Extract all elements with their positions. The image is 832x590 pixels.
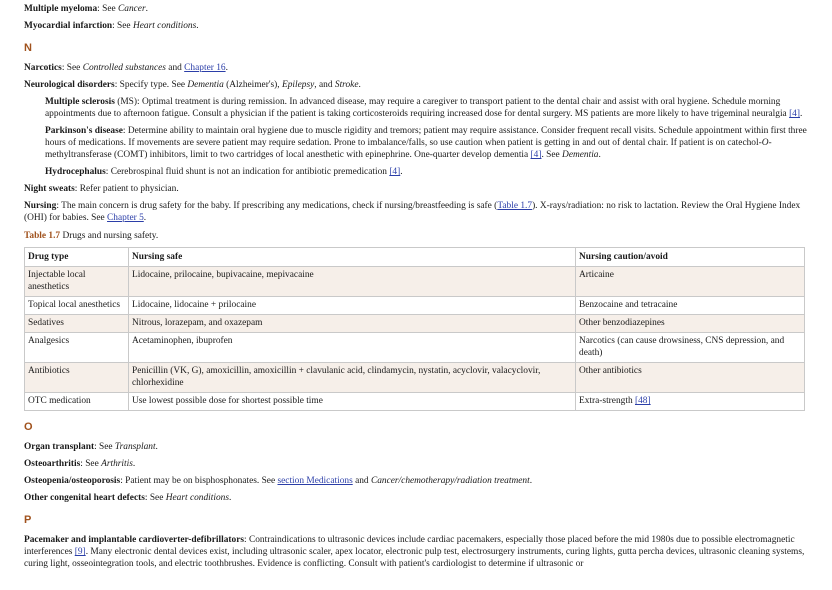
table-cell: Narcotics (can cause drowsiness, CNS depression, and death) xyxy=(576,333,805,363)
column-header: Nursing safe xyxy=(129,248,576,267)
chapter-5-link[interactable]: Chapter 5 xyxy=(107,213,144,223)
table-caption: Table 1.7 Drugs and nursing safety. xyxy=(24,231,159,241)
table-row xyxy=(25,297,805,315)
entry-pacemaker: Pacemaker and implantable cardioverter-defibrillators: Contraindications to ultrasonic devices include cardiac pacemakers, especially those placed before the mid 1980s due to possible electromagnetic interferences [9]. Many electronic dental devices exist, including ultrasonic scaler, apex locator, electronic pulp test, electrosurgery instruments, curing lights, gutta percha devices, ultrasonic cleaning systems, curing light, osseointegration tools, and electric toothbrushes. Evidence is conflicting. Consult with patient's cardiologist to determine if ultrasonic or xyxy=(24,535,805,569)
entry-osteopenia: Osteopenia/osteoporosis: Patient may be on bisphosphonates. See section Medications and Cancer/chemotherapy/radiation treatment. xyxy=(24,476,533,486)
table-cell: Extra-strength [48] xyxy=(576,393,805,411)
table-cell: Use lowest possible dose for shortest possible time xyxy=(129,393,576,411)
citation-link[interactable]: [4] xyxy=(530,150,542,160)
table-row xyxy=(25,363,805,393)
table-cell: Articaine xyxy=(576,267,805,297)
table-cell: Other benzodiazepines xyxy=(576,315,805,333)
section-letter-p: P xyxy=(24,514,32,526)
table-cell: Benzocaine and tetracaine xyxy=(576,297,805,315)
table-1-7-link[interactable]: Table 1.7 xyxy=(497,201,533,211)
table-cell: Acetaminophen, ibuprofen xyxy=(129,333,576,363)
entry-narcotics: Narcotics: See Controlled substances and Chapter 16. xyxy=(24,63,228,73)
table-row xyxy=(25,393,805,411)
table-label: Table 1.7 xyxy=(24,231,61,241)
table-cell: Antibiotics xyxy=(25,363,129,393)
entry-hydrocephalus: Hydrocephalus: Cerebrospinal fluid shunt is not an indication for antibiotic premedication [4]. xyxy=(45,167,403,177)
entry-nursing: Nursing: The main concern is drug safety for the baby. If prescribing any medications, check if nursing/breastfeeding is safe (Table 1.7). X-rays/radiation: no risk to lactation. Review the Oral Hygiene Index (OHI) for babies. See Chapter 5. xyxy=(24,201,801,223)
citation-link[interactable]: [9] xyxy=(74,547,86,557)
table-row xyxy=(25,333,805,363)
entry-myocardial-infarction: Myocardial infarction: See Heart conditions. xyxy=(24,21,199,31)
entry-neurological-disorders: Neurological disorders: Specify type. See Dementia (Alzheimer's), Epilepsy, and Stroke. xyxy=(24,80,361,90)
entry-multiple-myeloma: Multiple myeloma: See Cancer. xyxy=(24,4,148,14)
table-cell: Analgesics xyxy=(25,333,129,363)
table-header-row xyxy=(25,248,805,267)
citation-link[interactable]: [48] xyxy=(634,396,651,406)
table-cell: Injectable local anesthetics xyxy=(25,267,129,297)
citation-link[interactable]: [4] xyxy=(789,109,800,119)
entry-osteoarthritis: Osteoarthritis: See Arthritis. xyxy=(24,459,136,469)
entry-night-sweats: Night sweats: Refer patient to physician. xyxy=(24,184,179,194)
table-cell: Topical local anesthetics xyxy=(25,297,129,315)
drugs-nursing-table xyxy=(24,247,805,411)
table-cell: Nitrous, lorazepam, and oxazepam xyxy=(129,315,576,333)
table-row xyxy=(25,315,805,333)
section-medications-link[interactable]: section Medications xyxy=(277,476,353,486)
chapter-16-link[interactable]: Chapter 16 xyxy=(184,63,226,73)
table-cell: Penicillin (VK, G), amoxicillin, amoxicillin + clavulanic acid, clindamycin, nystatin, acyclovir, valacyclovir, chlorhexidine xyxy=(129,363,576,393)
entry-organ-transplant: Organ transplant: See Transplant. xyxy=(24,442,158,452)
citation-link[interactable]: [4] xyxy=(389,167,401,177)
entry-multiple-sclerosis: Multiple sclerosis (MS): Optimal treatment is during remission. In advanced disease, may require a caregiver to transport patient to the dental chair and assist with oral hygiene. Schedule morning appointments due to afternoon fatigue. Consult a physician if the patient is taking corticosteroids requiring increased dose for dental surgery. MS patients are more likely to have trigeminal neuralgia [4]. xyxy=(45,97,803,119)
table-row xyxy=(25,267,805,297)
entry-congenital-heart-defects: Other congenital heart defects: See Heart conditions. xyxy=(24,493,232,503)
section-letter-o: O xyxy=(24,421,33,433)
table-cell: Sedatives xyxy=(25,315,129,333)
table-cell: Lidocaine, lidocaine + prilocaine xyxy=(129,297,576,315)
table-cell: Other antibiotics xyxy=(576,363,805,393)
table-cell: OTC medication xyxy=(25,393,129,411)
table-cell: Lidocaine, prilocaine, bupivacaine, mepivacaine xyxy=(129,267,576,297)
section-letter-n: N xyxy=(24,42,32,54)
entry-parkinsons-disease: Parkinson's disease: Determine ability to maintain oral hygiene due to muscle rigidity and tremors; patient may require assistance. Consider frequent recall visits. Schedule appointment within first three hours of medications. If movements are severe patient may require sedation. Prone to imbalance/falls, so use caution when patient is getting in and out of dental chair. If patient is on catechol-O-methyltransferase (COMT) inhibitors, limit to two cartridges of local anesthetic with epinephrine. One-quarter develop dementia [4]. See Dementia. xyxy=(45,126,807,160)
column-header: Drug type xyxy=(25,248,129,267)
column-header: Nursing caution/avoid xyxy=(576,248,805,267)
